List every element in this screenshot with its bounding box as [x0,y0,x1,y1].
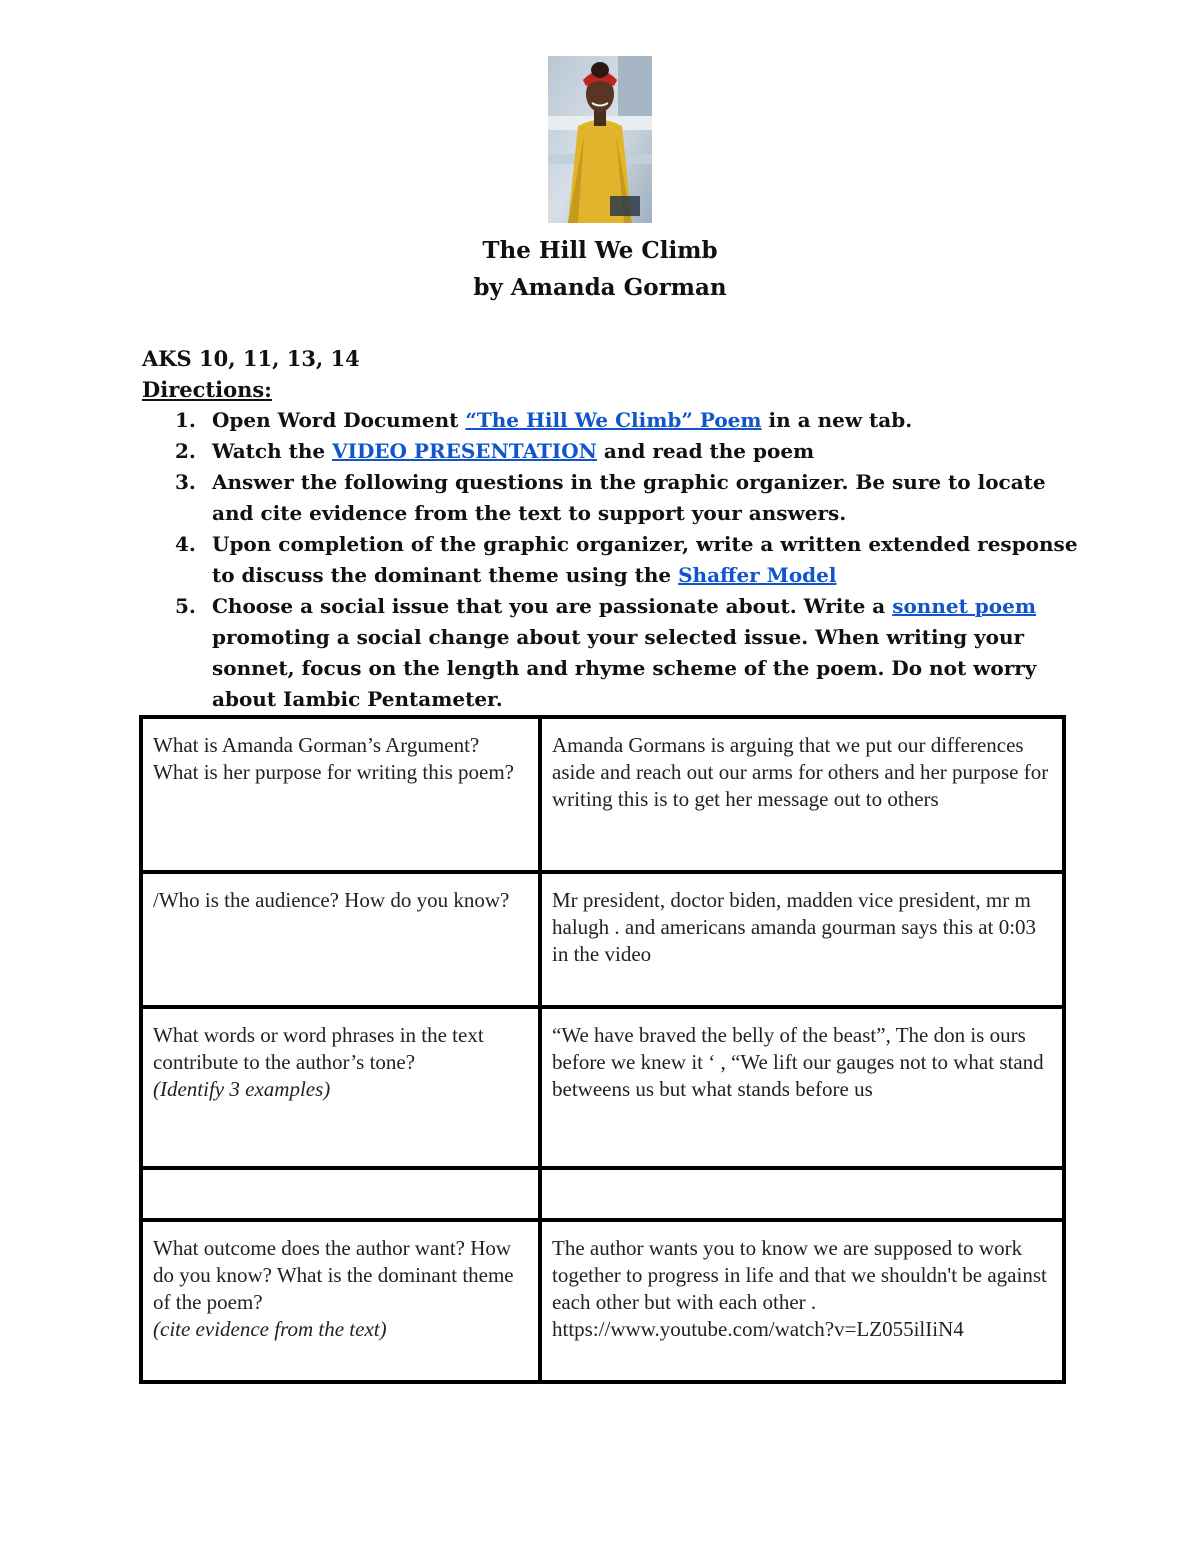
direction-item [142,591,1082,715]
video-presentation-link[interactable]: VIDEO PRESENTATION [332,439,597,463]
answer-text: “We have braved the belly of the beast”, The don is ours before we knew it ‘ , “We lift our gauges not to what stand betweens us but what stands before us [552,1023,1044,1101]
document-title-block [0,232,1200,306]
question-cell [141,1007,540,1168]
sonnet-poem-link[interactable]: sonnet poem [892,594,1037,618]
table-row [141,872,1064,1007]
shaffer-model-link[interactable]: Shaffer Model [678,563,837,587]
question-text: What is Amanda Gorman’s Argument? What is her purpose for writing this poem? [153,733,514,784]
directions-list [142,405,1082,715]
direction-item [142,529,1082,591]
table-row [141,1007,1064,1168]
question-cell [141,1168,540,1220]
table-row [141,717,1064,872]
question-note: (cite evidence from the text) [153,1317,387,1341]
answer-text: The author wants you to know we are supposed to work together to progress in life and that we shouldn't be against each other but with each other . https://www.youtube.com/watch?v=LZ055ilIiN4 [552,1236,1047,1341]
direction-text: Answer the following questions in the graphic organizer. Be sure to locate and cite evidence from the text to support your answers. [212,470,1046,525]
direction-text: promoting a social change about your selected issue. When writing your sonnet, focus on the length and rhyme scheme of the poem. Do not worry about Iambic Pentameter. [212,625,1037,711]
direction-number: 2. [175,439,196,463]
answer-text: Amanda Gormans is arguing that we put our differences aside and reach out our arms for others and her purpose for writing this is to get her message out to others [552,733,1049,811]
question-note: (Identify 3 examples) [153,1077,331,1101]
direction-number: 4. [175,532,196,556]
direction-text: Open Word Document [212,408,466,432]
direction-item [142,405,1082,436]
assignment-section [142,343,1082,715]
direction-text: Watch the [212,439,333,463]
answer-cell[interactable] [540,1220,1064,1382]
directions-label: Directions: [142,377,272,402]
header-photo [548,56,652,223]
poem-document-link[interactable]: “The Hill We Climb” Poem [465,408,762,432]
direction-text: in a new tab. [761,408,913,432]
question-text: What words or word phrases in the text contribute to the author’s tone? [153,1023,484,1074]
answer-cell[interactable] [540,717,1064,872]
answer-cell[interactable] [540,1007,1064,1168]
portrait-image [548,56,652,223]
answer-cell[interactable] [540,872,1064,1007]
question-cell [141,1220,540,1382]
document-title: The Hill We Climb [482,237,718,264]
graphic-organizer-table [139,715,1066,1384]
direction-item [142,467,1082,529]
direction-text: Choose a social issue that you are passionate about. Write a [212,594,893,618]
direction-number: 3. [175,470,196,494]
direction-item [142,436,1082,467]
question-cell [141,872,540,1007]
table-row [141,1168,1064,1220]
question-text: /Who is the audience? How do you know? [153,888,510,912]
direction-text: and read the poem [596,439,815,463]
aks-standards: AKS 10, 11, 13, 14 [142,346,360,371]
direction-number: 1. [175,408,196,432]
answer-text: Mr president, doctor biden, madden vice president, mr m halugh . and americans amanda gourman says this at 0:03 in the video [552,888,1037,966]
answer-cell[interactable] [540,1168,1064,1220]
direction-number: 5. [175,594,196,618]
document-byline: by Amanda Gorman [473,274,727,301]
question-text: What outcome does the author want? How do you know? What is the dominant theme of the poem? [153,1236,514,1314]
table-row [141,1220,1064,1382]
question-cell [141,717,540,872]
direction-text: Upon completion of the graphic organizer, write a written extended response to discuss the dominant theme using the [212,532,1078,587]
